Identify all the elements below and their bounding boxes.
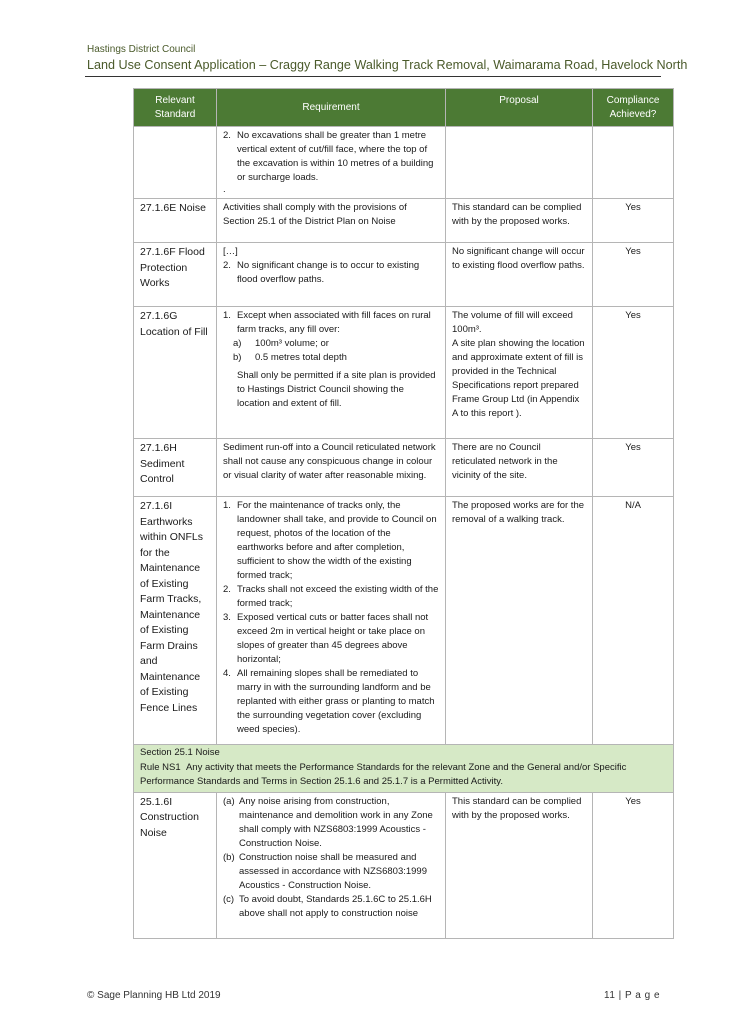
requirement-item: [223, 129, 439, 185]
row-standard: 27.1.6G Location of Fill: [134, 307, 217, 439]
proposal-line: The volume of fill will exceed 100m³.: [452, 310, 573, 335]
row-proposal: This standard can be complied with by the proposed works.: [446, 792, 593, 938]
item-text: Construction noise shall be measured and assessed in accordance with NZS6803:1999 Acoustics - Construction Noise.: [239, 851, 428, 891]
row-standard: 25.1.6I Construction Noise: [134, 792, 217, 938]
table-row: [134, 243, 674, 307]
table-row: [134, 127, 674, 199]
item-text: Except when associated with fill faces on rural farm tracks, any fill over:: [237, 310, 431, 335]
item-number: 2.: [223, 130, 231, 141]
standards-table: [133, 88, 674, 939]
row-compliance: N/A: [593, 497, 674, 745]
item-number: 4.: [223, 668, 231, 679]
item-text: All remaining slopes shall be remediated to marry in with the surrounding landform and be replanted with either grass or planting to match the surrounding vegetation cover (excluding weed species).: [237, 668, 435, 735]
section-cell: [134, 745, 674, 793]
row-requirement: [217, 307, 446, 439]
row-proposal: There are no Council reticulated network in the vicinity of the site.: [446, 439, 593, 497]
row-compliance: Yes: [593, 307, 674, 439]
subitem-label: a): [233, 338, 242, 349]
item-text: For the maintenance of tracks only, the landowner shall take, and provide to Council on request, photos of the location of the earthworks before and after completion, sufficient to show the width of the existing formed track;: [237, 500, 437, 581]
item-text: No significant change is to occur to existing flood overflow paths.: [237, 260, 420, 285]
item-text: Exposed vertical cuts or batter faces shall not exceed 2m in vertical height or take place on slopes of greater than 45 degrees above horizontal;: [237, 612, 429, 665]
item-number: (b): [223, 851, 235, 863]
row-standard: [134, 127, 217, 199]
table-row: [134, 307, 674, 439]
row-proposal: The proposed works are for the removal of a walking track.: [446, 497, 593, 745]
row-requirement: [217, 127, 446, 199]
requirement-item: [223, 893, 439, 921]
row-compliance: Yes: [593, 243, 674, 307]
footer-page-number: 11 | P a g e: [604, 990, 661, 1001]
section-row: [134, 745, 674, 793]
item-text: Tracks shall not exceed the existing width of the formed track;: [237, 584, 439, 609]
header-divider: [85, 76, 661, 77]
row-proposal: No significant change will occur to existing flood overflow paths.: [446, 243, 593, 307]
row-compliance: Yes: [593, 439, 674, 497]
requirement-item: [223, 795, 439, 851]
header-document-title: Land Use Consent Application – Craggy Range Walking Track Removal, Waimarama Road, Havelock North: [87, 58, 688, 72]
requirement-item: [223, 583, 439, 611]
section-heading: Section 25.1 Noise: [140, 747, 220, 758]
rule-text: Any activity that meets the Performance Standards for the relevant Zone and the General and/or Specific Performance Standards and Terms in Section 25.1.6 and 25.1.7 is a Permitted Activity.: [140, 761, 627, 787]
item-number: 2.: [223, 260, 231, 271]
item-text: To avoid doubt, Standards 25.1.6C to 25.1.6H above shall not apply to construction noise: [239, 893, 432, 919]
row-compliance: [593, 127, 674, 199]
requirement-item: [223, 667, 439, 737]
trailing-mark: .: [223, 184, 226, 195]
col-header-requirement: Requirement: [217, 89, 446, 127]
footer-copyright: © Sage Planning HB Ltd 2019: [87, 990, 221, 1001]
item-number: 1.: [223, 310, 231, 321]
table-row: [134, 439, 674, 497]
header-organisation: Hastings District Council: [87, 44, 196, 55]
requirement-ellipsis: […]: [223, 246, 238, 257]
row-standard: 27.1.6H Sediment Control: [134, 439, 217, 497]
row-compliance: Yes: [593, 199, 674, 243]
requirement-subitem: [223, 351, 439, 365]
row-standard: 27.1.6E Noise: [134, 199, 217, 243]
col-header-standard: Relevant Standard: [134, 89, 217, 127]
row-standard: 27.1.6I Earthworks within ONFLs for the Maintenance of Existing Farm Tracks, Maintenance of Existing Farm Drains and Maintenance of Existing Fence Lines: [134, 497, 217, 745]
rule-label: Rule NS1: [140, 761, 181, 773]
item-number: 2.: [223, 584, 231, 595]
subitem-text: 0.5 metres total depth: [255, 352, 347, 363]
requirement-item: [223, 611, 439, 667]
subitem-label: b): [233, 352, 242, 363]
item-text: Any noise arising from construction, maintenance and demolition work in any Zone shall comply with NZS6803:1999 Acoustics - Construction Noise.: [239, 795, 433, 849]
item-text: No excavations shall be greater than 1 metre vertical extent of cut/fill face, where the top of the excavation is within 10 metres of a building or surcharge loads.: [237, 130, 434, 183]
row-requirement: [217, 243, 446, 307]
requirement-item: [223, 259, 439, 287]
row-requirement: Sediment run-off into a Council reticulated network shall not cause any conspicuous change in colour or visual clarity of water after reasonable mixing.: [217, 439, 446, 497]
row-standard: 27.1.6F Flood Protection Works: [134, 243, 217, 307]
table-row: [134, 497, 674, 745]
requirement-item: [223, 851, 439, 893]
requirement-item: [223, 499, 439, 583]
row-proposal: This standard can be complied with by the proposed works.: [446, 199, 593, 243]
row-requirement: [217, 497, 446, 745]
table-header-row: [134, 89, 674, 127]
item-number: (a): [223, 795, 235, 807]
col-header-proposal: Proposal: [446, 89, 593, 127]
item-number: 3.: [223, 612, 231, 623]
item-number: (c): [223, 893, 235, 905]
row-compliance: Yes: [593, 792, 674, 938]
row-proposal: [446, 307, 593, 439]
requirement-subitem: [223, 337, 439, 351]
requirement-item: [223, 309, 439, 337]
section-rule: [140, 761, 667, 790]
row-requirement: Activities shall comply with the provisions of Section 25.1 of the District Plan on Noise: [217, 199, 446, 243]
proposal-line: A site plan showing the location and approximate extent of fill is provided in the Technical Specifications report prepared Frame Group Ltd (in Appendix A to this report ).: [452, 338, 585, 419]
requirement-paragraph: Shall only be permitted if a site plan is provided to Hastings District Council showing the location and extent of fill.: [237, 370, 436, 409]
table-row: [134, 199, 674, 243]
row-requirement: [217, 792, 446, 938]
table-row: [134, 792, 674, 938]
subitem-text: 100m³ volume; or: [255, 338, 329, 349]
col-header-compliance: Compliance Achieved?: [593, 89, 674, 127]
row-proposal: [446, 127, 593, 199]
item-number: 1.: [223, 500, 231, 511]
